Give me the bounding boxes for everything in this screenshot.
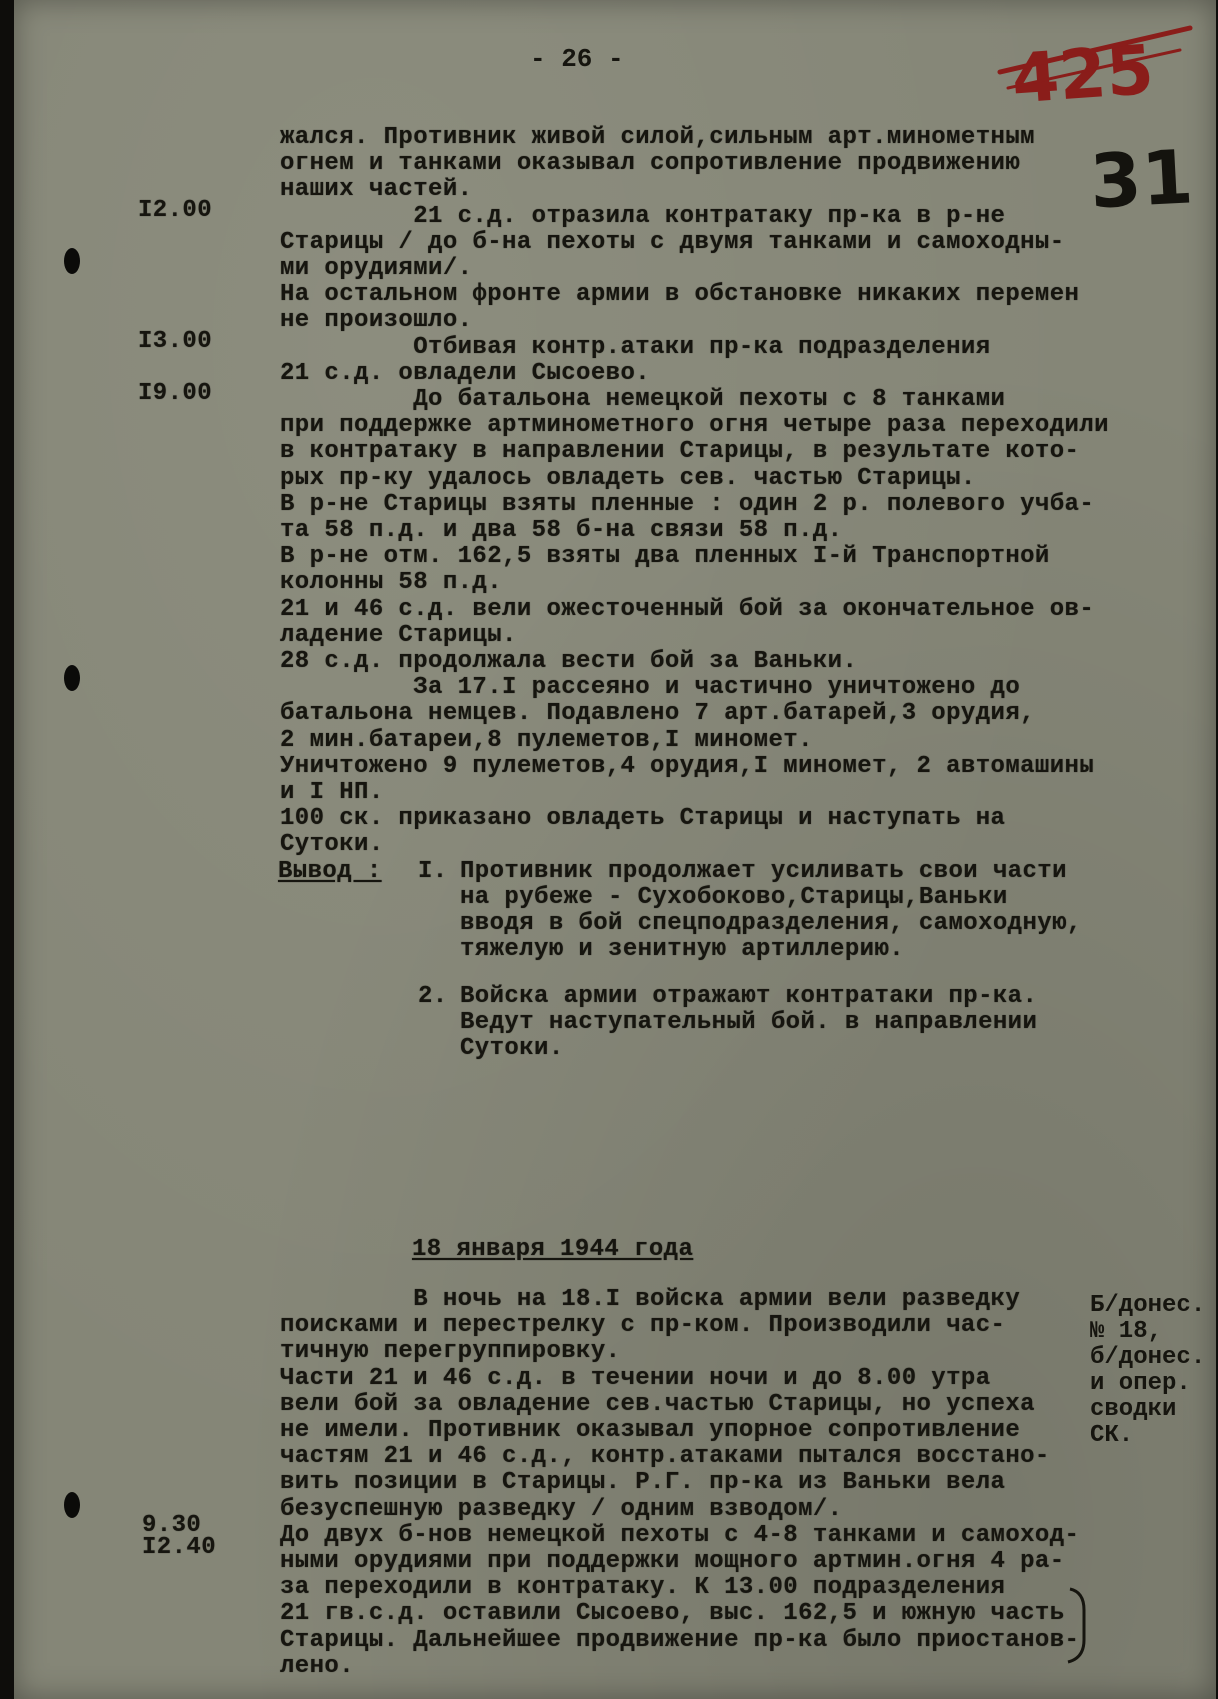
text-line: За 17.I рассеяно и частично уничтожено до	[280, 674, 1021, 702]
text-line: До батальона немецкой пехоты с 8 танками	[280, 386, 1006, 413]
text-line: Противник продолжает усиливать свои части	[460, 858, 1067, 885]
text-line: тяжелую и зенитную артиллерию.	[460, 936, 905, 963]
date-heading: 18 января 1944 года	[412, 1236, 694, 1263]
text-line: № 18,	[1090, 1318, 1163, 1345]
text-line: На остальном фронте армии в обстановке никаких перемен	[280, 281, 1080, 309]
text-line: тичную перегруппировку.	[280, 1338, 621, 1366]
text-line: на рубеже - Сухобоково,Старицы,Ваньки	[460, 884, 1008, 911]
bracket-mark	[1068, 1589, 1084, 1662]
text-line: рых пр-ку удалось овладеть сев. частью Старицы.	[280, 464, 976, 492]
text-line: безуспешную разведку / одним взводом/.	[280, 1495, 843, 1523]
text-line: В р-не Старицы взяты пленные : один 2 р. полевого учба-	[280, 490, 1095, 518]
text-line: Части 21 и 46 с.д. в течении ночи и до 8.00 утра	[280, 1364, 991, 1392]
text-line: сводки	[1090, 1396, 1177, 1423]
text-line: колонны 58 п.д.	[280, 569, 503, 597]
text-line: наших частей.	[280, 176, 473, 204]
text-line: при поддержке артминометного огня четыре раза переходили	[280, 412, 1109, 440]
old-sheet-number	[1000, 28, 1190, 120]
new-sheet-number-text: 31	[1087, 134, 1196, 226]
time-stamp: 9.30	[142, 1512, 202, 1539]
time-stamp: I2.40	[142, 1534, 217, 1561]
text-line: В ночь на 18.I войска армии вели разведку	[280, 1286, 1021, 1313]
conclusion-item-number: I.	[418, 858, 448, 885]
text-line: СК.	[1090, 1422, 1134, 1449]
text-line: Ведут наступательный бой. в направлении	[460, 1009, 1038, 1036]
text-line: за переходили в контратаку. К 13.00 подразделения	[280, 1574, 1006, 1602]
text-line: вели бой за овладение сев.частью Старицы, но успеха	[280, 1390, 1035, 1418]
text-line: 21 и 46 с.д. вели ожесточенный бой за окончательное ов-	[280, 595, 1095, 623]
text-line: та 58 п.д. и два 58 б-на связи 58 п.д.	[280, 517, 843, 544]
text-line: вводя в бой спецподразделения, самоходную,	[460, 910, 1082, 937]
text-line: Войска армии отражают контратаки пр-ка.	[460, 983, 1038, 1010]
text-line: в контратаку в направлении Старицы, в результате кото-	[280, 438, 1080, 466]
text-line: Б/донес.	[1090, 1292, 1206, 1319]
time-stamp: I2.00	[138, 197, 213, 224]
text-line: б/донес.	[1090, 1344, 1206, 1371]
text-line: батальона немцев. Подавлено 7 арт.батарей,3 орудия,	[280, 700, 1035, 728]
text-line: 2 мин.батареи,8 пулеметов,I миномет.	[280, 726, 813, 754]
text-line: 21 с.д. овладели Сысоево.	[280, 359, 651, 387]
text-line: не имели. Противник оказывал упорное сопротивление	[280, 1417, 1021, 1444]
old-sheet-number-text: 425	[1009, 30, 1157, 120]
text-line: До двух б-нов немецкой пехоты с 4-8 танками и самоход-	[280, 1521, 1080, 1549]
text-line: и I НП.	[280, 779, 384, 806]
text-line: не произошло.	[280, 307, 473, 335]
text-line: 21 гв.с.д. оставили Сысоево, выс. 162,5 и южную часть	[280, 1600, 1065, 1628]
text-line: Уничтожено 9 пулеметов,4 орудия,I миномет, 2 автомашины	[280, 752, 1095, 780]
text-line: ладение Старицы.	[280, 621, 517, 649]
text-line: Старицы. Дальнейшее продвижение пр-ка было приостанов-	[280, 1626, 1080, 1654]
text-line: Отбивая контр.атаки пр-ка подразделения	[280, 333, 991, 361]
text-line: ми орудиями/.	[280, 255, 473, 282]
text-line: лено.	[280, 1652, 355, 1680]
text-line: Сутоки.	[280, 831, 384, 859]
time-stamp: I9.00	[138, 380, 213, 407]
text-line: ными орудиями при поддержки мощного артмин.огня 4 ра-	[280, 1548, 1065, 1575]
text-line: вить позиции в Старицы. Р.Г. пр-ка из Ваньки вела	[280, 1469, 1006, 1497]
conclusion-label: Вывод :	[278, 858, 382, 885]
text-line: огнем и танками оказывал сопротивление продвижению	[280, 150, 1021, 178]
text-line: Старицы / до б-на пехоты с двумя танками и самоходны-	[280, 228, 1065, 256]
text-line: 100 ск. приказано овладеть Старицы и наступать на	[280, 805, 1006, 833]
text-line: Сутоки.	[460, 1035, 564, 1062]
text-line: В р-не отм. 162,5 взяты два пленных I-й Транспортной	[280, 543, 1050, 571]
time-stamp: I3.00	[138, 328, 213, 355]
page-number: - 26 -	[530, 44, 624, 74]
text-line: жался. Противник живой силой,сильным арт.минометным	[280, 124, 1035, 151]
conclusion-item-number: 2.	[418, 983, 448, 1010]
text-line: 28 с.д. продолжала вести бой за Ваньки.	[280, 648, 858, 675]
text-line: поисками и перестрелку с пр-ком. Производили час-	[280, 1312, 1006, 1340]
text-line: частям 21 и 46 с.д., контр.атаками пытался восстано-	[280, 1443, 1050, 1471]
text-line: 21 с.д. отразила контратаку пр-ка в р-не	[280, 202, 1006, 230]
text-line: и опер.	[1090, 1370, 1191, 1397]
